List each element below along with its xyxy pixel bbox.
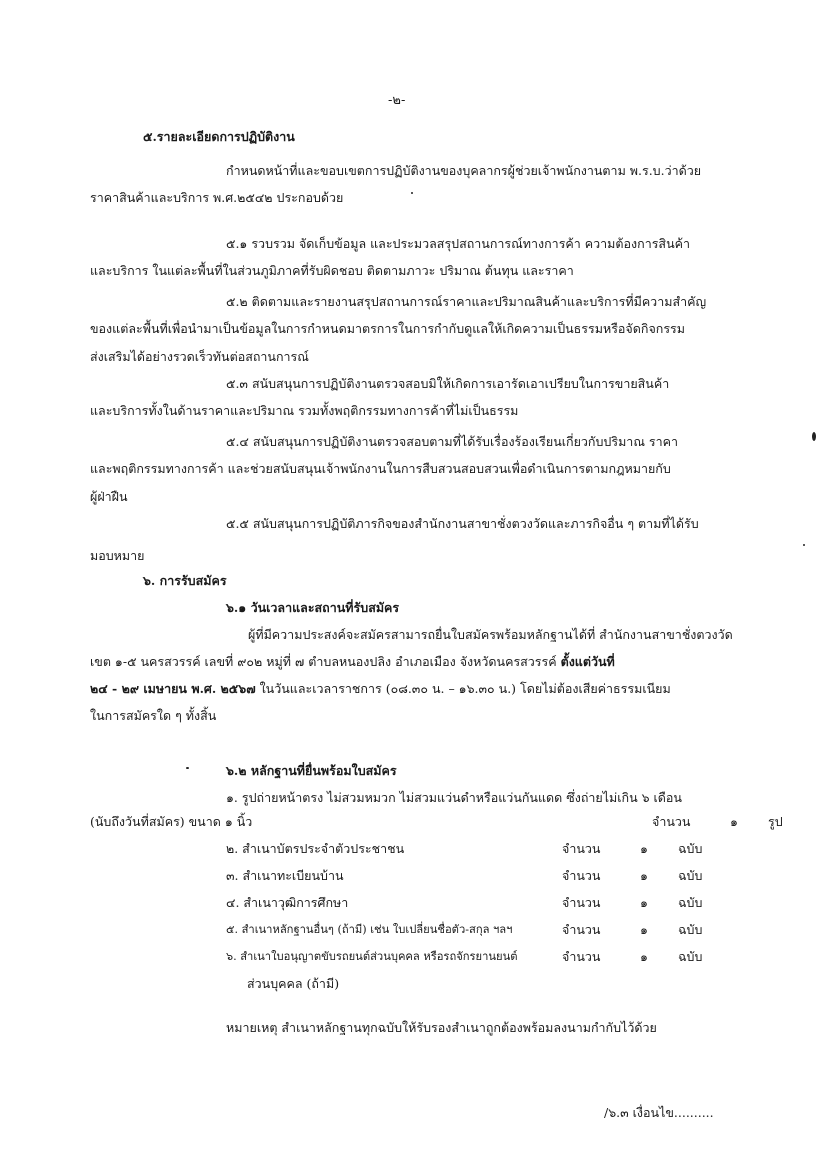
continued-footer: /๖.๓ เงื่อนไข..........: [604, 1105, 714, 1120]
doc-item6-line2: ส่วนบุคคล (ถ้ามี): [247, 976, 340, 991]
scan-speck: [812, 432, 816, 441]
doc-item1-line2: (นับถึงวันที่สมัคร) ขนาด ๑ นิ้ว: [90, 814, 253, 829]
item-5-2-line1: ๕.๒ ติดตามและรายงานสรุปสถานการณ์ราคาและปริมาณสินค้าและบริการที่มีความสำคัญ: [226, 294, 707, 309]
section5-heading: ๕.รายละเอียดการปฏิบัติงาน: [143, 129, 295, 144]
qty-unit: ฉบับ: [678, 895, 703, 910]
qty-count: ๑: [640, 922, 648, 937]
qty-label: จำนวน: [562, 949, 601, 964]
doc-item-text: ๕. สำเนาหลักฐานอื่นๆ (ถ้ามี) เช่น ใบเปลี่ยนชื่อตัว-สกุล ฯลฯ: [226, 923, 513, 936]
scan-speck: [186, 767, 189, 769]
page-number: -๒-: [388, 93, 406, 108]
qty-unit: ฉบับ: [678, 949, 703, 964]
section6-1-line4: ในการสมัครใด ๆ ทั้งสิ้น: [90, 708, 217, 723]
qty-count: ๑: [640, 895, 648, 910]
item-5-4-line1: ๕.๔ สนับสนุนการปฏิบัติงานตรวจสอบตามที่ได้รับเรื่องร้องเรียนเกี่ยวกับปริมาณ ราคา: [226, 434, 679, 449]
qty-label: จำนวน: [562, 868, 601, 883]
qty-unit: ฉบับ: [678, 841, 703, 856]
qty-label: จำนวน: [562, 922, 601, 937]
item-5-3-line1: ๕.๓ สนับสนุนการปฏิบัติงานตรวจสอบมิให้เกิดการเอารัดเอาเปรียบในการขายสินค้า: [226, 376, 670, 391]
section6-1-line3-text: ในวันและเวลาราชการ (๐๘.๓๐ น. – ๑๖.๓๐ น.) โดยไม่ต้องเสียค่าธรรมเนียม: [255, 681, 671, 696]
section6-1-line3: [90, 680, 671, 698]
scan-speck: [411, 192, 413, 194]
qty-unit: ฉบับ: [678, 922, 703, 937]
item-5-2-line3: ส่งเสริมได้อย่างรวดเร็วทันต่อสถานการณ์: [90, 349, 309, 364]
section6-2-heading: ๖.๒ หลักฐานที่ยื่นพร้อมใบสมัคร: [226, 763, 397, 778]
item-5-3-line2: และบริการทั้งในด้านราคาและปริมาณ รวมทั้งพฤติกรรมทางการค้าที่ไม่เป็นธรรม: [90, 403, 519, 418]
item-5-5-line2: มอบหมาย: [90, 548, 145, 563]
note: หมายเหตุ สำเนาหลักฐานทุกฉบับให้รับรองสำเนาถูกต้องพร้อมลงนามกำกับไว้ด้วย: [226, 1020, 657, 1035]
qty-count: ๑: [640, 868, 648, 883]
section6-1-dates: ๒๔ - ๒๙ เมษายน พ.ศ. ๒๕๖๗: [90, 681, 256, 696]
section6-1-line1: ผู้ที่มีความประสงค์จะสมัครสามารถยื่นใบสมัครพร้อมหลักฐานได้ที่ สำนักงานสาขาชั่งตวงวัด: [248, 627, 733, 642]
scan-speck: [803, 544, 805, 546]
qty-unit: รูป: [768, 814, 783, 829]
qty-count: ๑: [730, 814, 738, 829]
item-5-1-line2: และบริการ ในแต่ละพื้นที่ในส่วนภูมิภาคที่รับผิดชอบ ติดตามภาวะ ปริมาณ ต้นทุน และราคา: [90, 263, 574, 278]
doc-item-text: ๓. สำเนาทะเบียนบ้าน: [226, 868, 344, 883]
item-5-4-line3: ผู้ฝ่าฝืน: [90, 489, 128, 504]
qty-label: จำนวน: [652, 814, 691, 829]
doc-item-text: ๔. สำเนาวุฒิการศึกษา: [226, 895, 349, 910]
section5-intro-line2: ราคาสินค้าและบริการ พ.ศ.๒๕๔๒ ประกอบด้วย: [90, 190, 344, 205]
section5-intro-line1: กำหนดหน้าที่และขอบเขตการปฏิบัติงานของบุคลากรผู้ช่วยเจ้าพนักงานตาม พ.ร.บ.ว่าด้วย: [226, 163, 702, 178]
qty-label: จำนวน: [562, 895, 601, 910]
qty-label: จำนวน: [562, 841, 601, 856]
qty-count: ๑: [640, 949, 648, 964]
section6-heading: ๖. การรับสมัคร: [143, 573, 227, 588]
item-5-2-line2: ของแต่ละพื้นที่เพื่อนำมาเป็นข้อมูลในการกำหนดมาตรการในการกำกับดูแลให้เกิดความเป็นธรรมหรือจัดกิจกรรม: [90, 321, 686, 336]
item-5-1-line1: ๕.๑ รวบรวม จัดเก็บข้อมูล และประมวลสรุปสถานการณ์ทางการค้า ความต้องการสินค้า: [226, 236, 690, 251]
doc-item-text: ๖. สำเนาใบอนุญาตขับรถยนต์ส่วนบุคคล หรือรถจักรยานยนต์: [226, 950, 518, 963]
qty-count: ๑: [640, 841, 648, 856]
doc-item1-line1: ๑. รูปถ่ายหน้าตรง ไม่สวมหมวก ไม่สวมแว่นดำหรือแว่นกันแดด ซึ่งถ่ายไม่เกิน ๖ เดือน: [226, 790, 682, 805]
item-5-4-line2: และพฤติกรรมทางการค้า และช่วยสนับสนุนเจ้าพนักงานในการสืบสวนสอบสวนเพื่อดำเนินการตามกฎหมายกับ: [90, 461, 671, 476]
qty-unit: ฉบับ: [678, 868, 703, 883]
doc-item-text: ๒. สำเนาบัตรประจำตัวประชาชน: [226, 841, 405, 856]
section6-1-heading: ๖.๑ วันเวลาและสถานที่รับสมัคร: [226, 600, 400, 615]
section6-1-line2-bold: ตั้งแต่วันที่: [560, 654, 615, 669]
section6-1-line2: [90, 653, 615, 671]
section6-1-line2-text: เขต ๑-๕ นครสวรรค์ เลขที่ ๙๐๒ หมู่ที่ ๗ ตำบลหนองปลิง อำเภอเมือง จังหวัดนครสวรรค์: [90, 654, 561, 669]
doc-row-1: [90, 813, 810, 831]
item-5-5-line1: ๕.๕ สนับสนุนการปฏิบัติภารกิจของสำนักงานสาขาชั่งตวงวัดและภารกิจอื่น ๆ ตามที่ได้รับ: [226, 516, 699, 531]
